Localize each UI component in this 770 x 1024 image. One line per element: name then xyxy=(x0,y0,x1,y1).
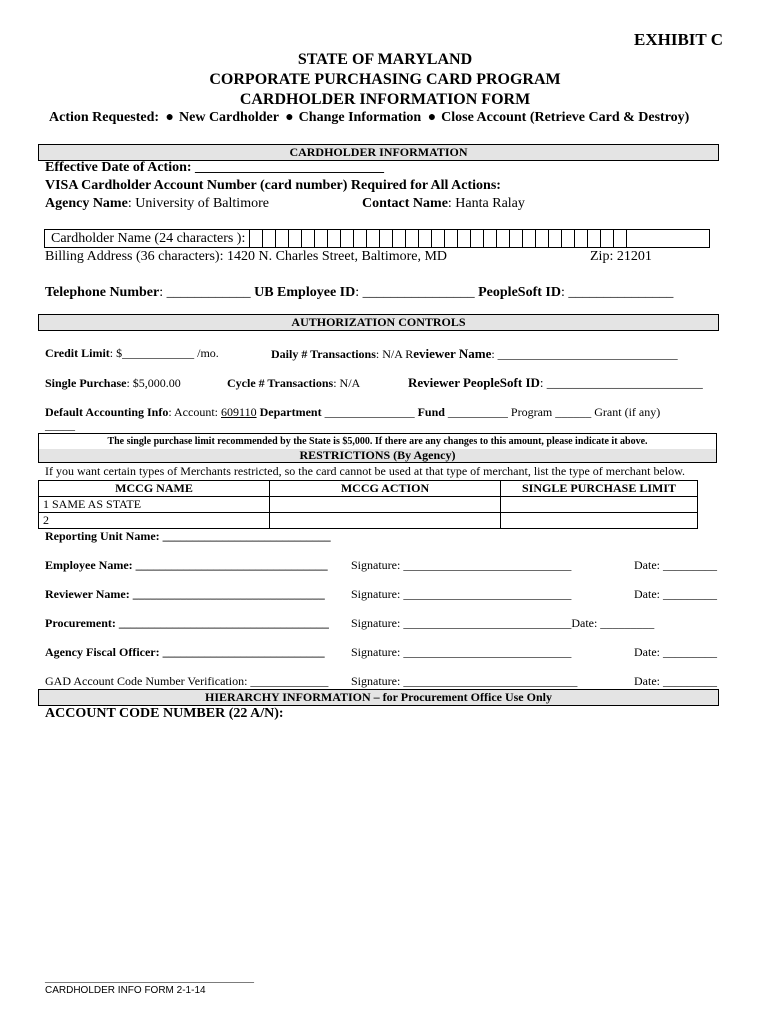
form-version: CARDHOLDER INFO FORM 2-1-14 xyxy=(45,985,206,996)
single-purchase-row xyxy=(45,376,181,391)
department-field[interactable]: _______________ xyxy=(321,405,418,419)
account-prefix: : Account: xyxy=(168,405,222,419)
default-accounting-label: Default Accounting Info xyxy=(45,405,169,419)
character-box[interactable] xyxy=(535,230,548,247)
restrictions-box xyxy=(38,433,717,463)
reviewer-name-label: eviewer Name xyxy=(413,346,492,361)
character-box[interactable] xyxy=(483,230,496,247)
fund-program-grant-fields[interactable]: __________ Program ______ Grant (if any) xyxy=(444,405,661,419)
reviewer-peoplesoft-label: Reviewer PeopleSoft ID xyxy=(408,375,540,390)
character-box[interactable] xyxy=(600,230,613,247)
character-box[interactable] xyxy=(405,230,418,247)
character-box[interactable] xyxy=(301,230,314,247)
action-requested-label: Action Requested: xyxy=(49,110,160,125)
character-box[interactable] xyxy=(587,230,600,247)
option-close-account[interactable]: Close Account (Retrieve Card & Destroy) xyxy=(441,110,690,125)
character-box[interactable] xyxy=(626,230,639,247)
effective-date-field[interactable]: Effective Date of Action: ___________________________ xyxy=(45,160,385,175)
credit-limit-label: Credit Limit xyxy=(45,346,110,360)
purchase-limit-note: The single purchase limit recommended by the State is $5,000. If there are any changes to this amount, please indicate it above. xyxy=(107,436,648,447)
default-accounting-row xyxy=(45,405,660,420)
department-label: Department xyxy=(256,405,322,419)
telephone-label: Telephone Number xyxy=(45,285,160,300)
grant-field-continued[interactable]: _____ xyxy=(45,418,75,432)
procurement-signature-date-field[interactable]: Signature: ____________________________Date: _________ xyxy=(351,616,655,630)
gad-verification-field[interactable]: GAD Account Code Number Verification: _____________ xyxy=(45,674,329,688)
character-box[interactable] xyxy=(509,230,522,247)
reviewer-name-field[interactable]: : ______________________________ xyxy=(491,347,678,361)
exhibit-label: EXHIBIT C xyxy=(634,30,723,49)
character-box[interactable] xyxy=(431,230,444,247)
option-change-information[interactable]: Change Information xyxy=(298,110,422,125)
character-box[interactable] xyxy=(288,230,301,247)
column-header: MCCG ACTION xyxy=(270,481,501,497)
employee-name-field[interactable]: Employee Name: ________________________________ xyxy=(45,558,328,572)
mccg-name-cell[interactable]: 2 xyxy=(39,513,270,529)
single-purchase-limit-cell[interactable] xyxy=(501,513,698,529)
cycle-transactions-row xyxy=(227,376,360,391)
ub-employee-id-field[interactable]: : ________________ xyxy=(355,285,475,300)
cycle-transactions-value: : N/A xyxy=(333,376,361,390)
character-box[interactable] xyxy=(444,230,457,247)
single-purchase-limit-cell[interactable] xyxy=(501,497,698,513)
cardholder-name-label: Cardholder Name (24 characters ): xyxy=(51,231,246,246)
table-row xyxy=(39,513,698,529)
hierarchy-information-bar: HIERARCHY INFORMATION – for Procurement Office Use Only xyxy=(38,689,719,706)
single-purchase-value: : $5,000.00 xyxy=(126,376,181,390)
contact-name-value: : Hanta Ralay xyxy=(447,196,525,211)
reviewer-signature-field[interactable]: Signature: ____________________________ xyxy=(351,587,572,601)
zip-code: Zip: 21201 xyxy=(590,249,652,264)
contact-name-label: Contact Name xyxy=(362,196,448,211)
form-title-program: CORPORATE PURCHASING CARD PROGRAM xyxy=(209,71,561,88)
peoplesoft-id-label: PeopleSoft ID xyxy=(478,285,561,300)
character-box[interactable] xyxy=(353,230,366,247)
character-box[interactable] xyxy=(522,230,535,247)
agency-name-label: Agency Name xyxy=(45,196,128,211)
gad-date-field[interactable]: Date: _________ xyxy=(634,674,717,688)
bullet-icon: ● xyxy=(285,110,294,125)
account-code-number-field[interactable]: ACCOUNT CODE NUMBER (22 A/N): xyxy=(45,706,284,721)
character-box[interactable] xyxy=(392,230,405,247)
character-box[interactable] xyxy=(327,230,340,247)
mccg-action-cell[interactable] xyxy=(270,513,501,529)
ub-employee-id-label: UB Employee ID xyxy=(254,285,356,300)
column-header: MCCG NAME xyxy=(39,481,270,497)
character-box[interactable] xyxy=(262,230,275,247)
fiscal-date-field[interactable]: Date: _________ xyxy=(634,645,717,659)
employee-date-field[interactable]: Date: _________ xyxy=(634,558,717,572)
character-box[interactable] xyxy=(574,230,587,247)
gad-signature-field[interactable]: Signature: _____________________________ xyxy=(351,674,578,688)
option-new-cardholder[interactable]: New Cardholder xyxy=(179,110,279,125)
mccg-name-cell[interactable]: 1 SAME AS STATE xyxy=(39,497,270,513)
agency-name-value: : University of Baltimore xyxy=(127,196,269,211)
form-title-form: CARDHOLDER INFORMATION FORM xyxy=(239,91,531,108)
mccg-action-cell[interactable] xyxy=(270,497,501,513)
bullet-icon: ● xyxy=(165,110,175,125)
procurement-field[interactable]: Procurement: ___________________________________ xyxy=(45,616,329,630)
form-title-state: STATE OF MARYLAND xyxy=(297,51,473,68)
credit-limit-field[interactable]: : $____________ /mo. xyxy=(109,346,219,360)
cardholder-information-bar: CARDHOLDER INFORMATION xyxy=(38,144,719,161)
restrictions-title: RESTRICTIONS (By Agency) xyxy=(39,449,716,462)
footer-rule: ______________________________________ xyxy=(45,972,254,984)
agency-fiscal-officer-field[interactable]: Agency Fiscal Officer: ___________________________ xyxy=(45,645,325,659)
character-box[interactable] xyxy=(496,230,509,247)
daily-transactions-label: Daily # Transactions xyxy=(271,347,376,361)
character-boxes[interactable] xyxy=(249,230,639,247)
visa-account-number-label: VISA Cardholder Account Number (card number) Required for All Actions: xyxy=(45,178,501,193)
telephone-field[interactable]: : ____________ xyxy=(159,285,251,300)
id-row xyxy=(45,285,673,301)
column-header: SINGLE PURCHASE LIMIT xyxy=(501,481,698,497)
character-box[interactable] xyxy=(314,230,327,247)
account-number: 609110 xyxy=(221,405,257,419)
reviewer-date-field[interactable]: Date: _________ xyxy=(634,587,717,601)
bullet-icon: ● xyxy=(427,110,437,125)
character-box[interactable] xyxy=(379,230,392,247)
cycle-transactions-label: Cycle # Transactions xyxy=(227,376,334,390)
authorization-controls-bar: AUTHORIZATION CONTROLS xyxy=(38,314,719,331)
action-requested-row xyxy=(49,110,689,126)
character-box[interactable] xyxy=(548,230,561,247)
agency-name-row xyxy=(45,196,269,212)
fund-label: Fund xyxy=(417,405,445,419)
character-box[interactable] xyxy=(561,230,574,247)
table-row xyxy=(39,497,698,513)
character-box[interactable] xyxy=(366,230,379,247)
restrictions-instruction: If you want certain types of Merchants restricted, so the card cannot be used at that type of merchant, list the type of merchant below. xyxy=(45,464,685,478)
reviewer-peoplesoft-row xyxy=(408,375,703,391)
reviewer-name-signature-field[interactable]: Reviewer Name: ________________________________ xyxy=(45,587,325,601)
reviewer-peoplesoft-field[interactable]: : ________________________ xyxy=(539,375,703,390)
character-box[interactable] xyxy=(275,230,288,247)
table-header-row xyxy=(39,481,698,497)
peoplesoft-id-field[interactable]: : _______________ xyxy=(560,285,674,300)
character-box[interactable] xyxy=(340,230,353,247)
fiscal-signature-field[interactable]: Signature: ____________________________ xyxy=(351,645,572,659)
character-box[interactable] xyxy=(613,230,626,247)
character-box[interactable] xyxy=(249,230,262,247)
character-box[interactable] xyxy=(418,230,431,247)
contact-name-row xyxy=(362,196,525,212)
employee-signature-field[interactable]: Signature: ____________________________ xyxy=(351,558,572,572)
daily-transactions-value: : N/A R xyxy=(375,347,414,361)
daily-transactions-row xyxy=(271,346,678,362)
character-box[interactable] xyxy=(457,230,470,247)
billing-address: Billing Address (36 characters): 1420 N. Charles Street, Baltimore, MD xyxy=(45,249,448,264)
mccg-table xyxy=(38,480,698,529)
character-box[interactable] xyxy=(470,230,483,247)
single-purchase-label: Single Purchase xyxy=(45,376,127,390)
reporting-unit-name-field[interactable]: Reporting Unit Name: ____________________________ xyxy=(45,529,331,543)
credit-limit-row xyxy=(45,346,219,361)
cardholder-name-field[interactable] xyxy=(44,229,710,248)
